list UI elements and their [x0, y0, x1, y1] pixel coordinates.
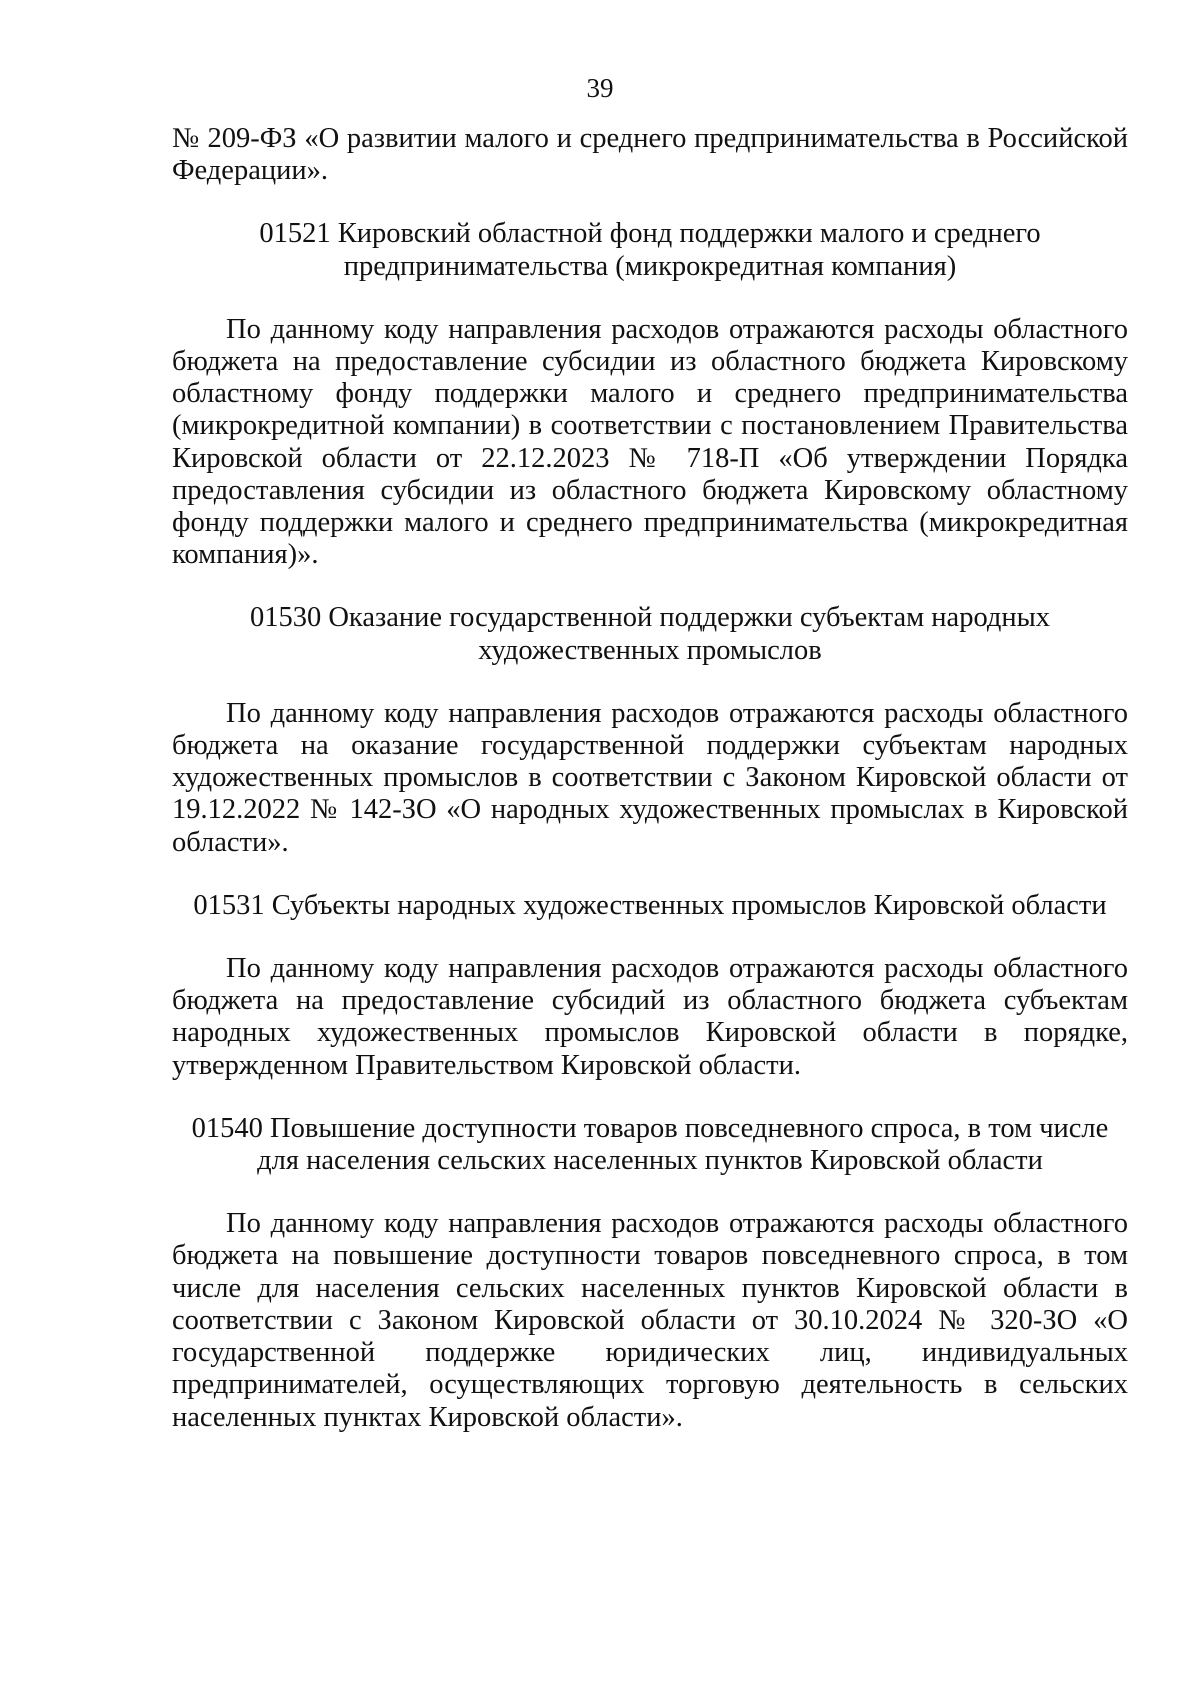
section-01521	[172, 218, 1128, 571]
spacer	[172, 859, 1128, 890]
section-01531	[172, 890, 1128, 1082]
spacer	[172, 283, 1128, 314]
spacer	[172, 1082, 1128, 1113]
section-body-paragraph: По данному коду направления расходов отражаются расходы областного бюджета на оказание государственной поддержки субъектам народных художественных промыслов в соответствии с Законом Кировской области от 19.12.2022 № 142-ЗО «О народных художественных промыслах в Кировской области».	[172, 697, 1128, 858]
spacer	[172, 922, 1128, 953]
section-body-paragraph: По данному коду направления расходов отражаются расходы областного бюджета на повышение доступности товаров повседневного спроса, в том числе для населения сельских населенных пунктов Кировской области в соответствии с Законом Кировской области от 30.10.2024 № 320-ЗО «О государственной поддержке юридических лиц, индивидуальных предпринимателей, осуществляющих торговую деятельность в сельских населенных пунктах Кировской области».	[172, 1208, 1128, 1433]
spacer	[172, 667, 1128, 698]
intro-paragraph: № 209-ФЗ «О развитии малого и среднего предпринимательства в Российской Федерации».	[172, 123, 1128, 187]
section-heading-line: 01521 Кировский областной фонд поддержки малого и среднего	[259, 218, 1041, 250]
spacer	[172, 1177, 1128, 1208]
section-heading-line: 01540 Повышение доступности товаров повседневного спроса, в том числе	[191, 1112, 1109, 1144]
section-heading-line: предпринимательства (микрокредитная компания)	[343, 250, 957, 282]
section-heading-line: 01530 Оказание государственной поддержки субъектам народных	[249, 602, 1051, 634]
spacer	[172, 571, 1128, 602]
section-body-paragraph: По данному коду направления расходов отражаются расходы областного бюджета на предоставление субсидии из областного бюджета Кировскому областному фонду поддержки малого и среднего предпринимательства (микрокредитной компании) в соответствии с постановлением Правительства Кировской области от 22.12.2023 № 718-П «Об утверждении Порядка предоставления субсидии из областного бюджета Кировскому областному фонду поддержки малого и среднего предпринимательства (микрокредитная компания)».	[172, 313, 1128, 571]
section-heading-line: 01531 Субъекты народных художественных промыслов Кировской области	[193, 889, 1107, 921]
section-01530	[172, 602, 1128, 858]
section-01540	[172, 1113, 1128, 1434]
section-heading-line: художественных промыслов	[478, 634, 822, 666]
document-body	[172, 123, 1128, 1434]
section-body-paragraph: По данному коду направления расходов отражаются расходы областного бюджета на предоставление субсидий из областного бюджета субъектам народных художественных промыслов Кировской области в порядке, утвержденном Правительством Кировской области.	[172, 953, 1128, 1081]
section-heading-line: для населения сельских населенных пунктов Кировской области	[257, 1145, 1043, 1177]
spacer	[172, 187, 1128, 218]
page-number: 39	[586, 73, 614, 103]
